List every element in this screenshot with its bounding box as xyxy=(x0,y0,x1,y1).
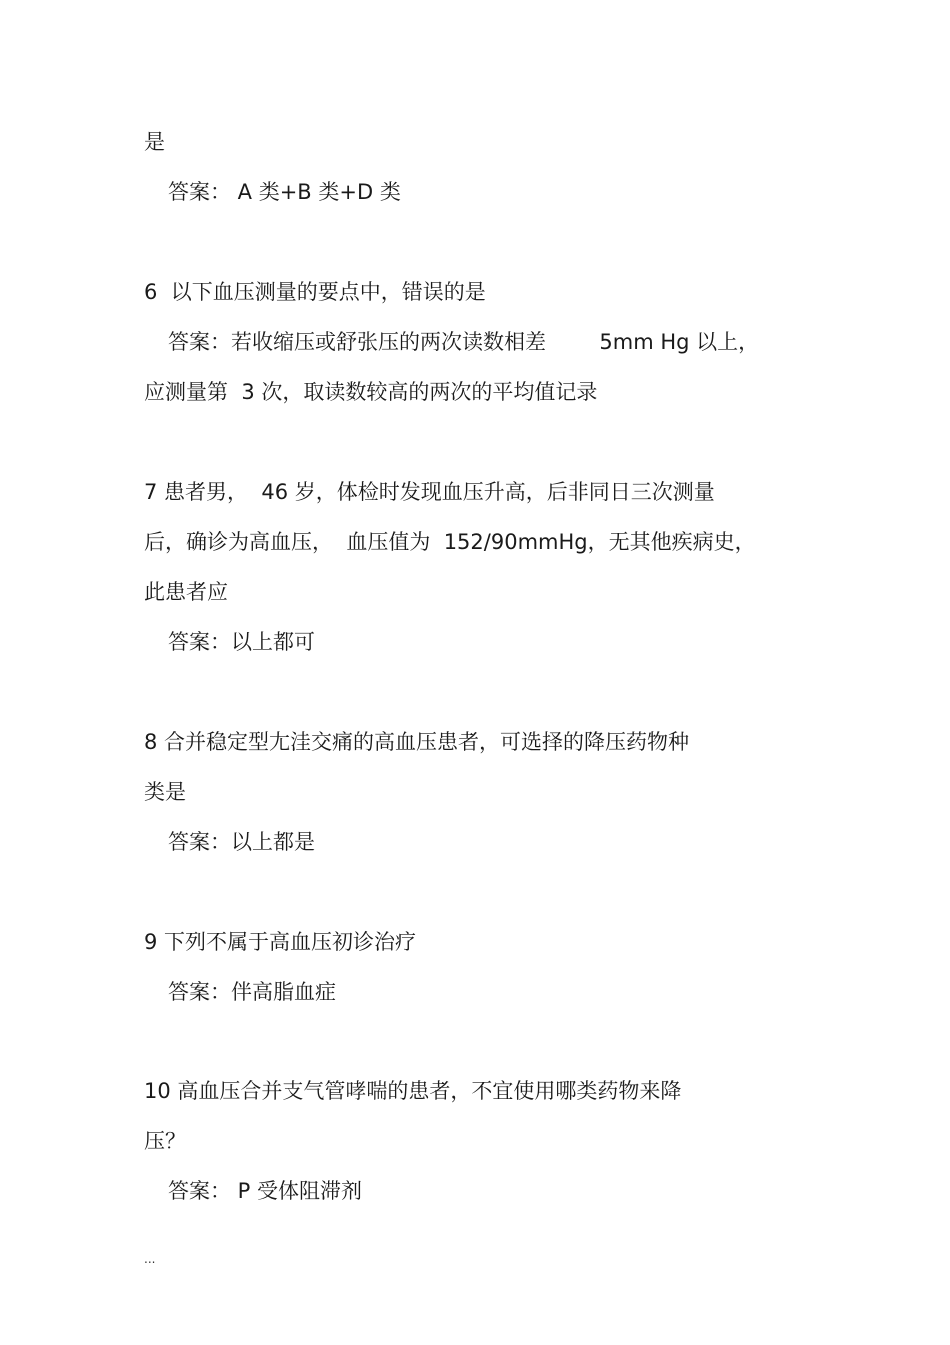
question-10-line-2: 压？ xyxy=(144,1129,186,1153)
answer-5: 答案： A 类+B 类+D 类 xyxy=(168,180,401,204)
answer-9: 答案：伴高脂血症 xyxy=(168,980,336,1004)
question-8: 8 合并稳定型尢洼交痛的高血压患者，可选择的降压药物种 xyxy=(144,730,690,754)
question-9: 9 下列不属于高血压初诊治疗 xyxy=(144,930,417,954)
question-5-continuation: 是 xyxy=(144,130,165,154)
answer-6: 答案：若收缩压或舒张压的两次读数相差 5mm Hg 以上， xyxy=(168,330,760,354)
page-footer-ellipsis: ... xyxy=(144,1252,156,1266)
question-7-line-2: 后，确诊为高血压， 血压值为 152/90mmHg，无其他疾病史， xyxy=(144,530,756,554)
question-7: 7 患者男， 46 岁，体检时发现血压升高，后非同日三次测量 xyxy=(144,480,715,504)
question-6: 6 以下血压测量的要点中，错误的是 xyxy=(144,280,486,304)
answer-8: 答案：以上都是 xyxy=(168,830,315,854)
question-10: 10 高血压合并支气管哮喘的患者，不宜使用哪类药物来降 xyxy=(144,1079,682,1103)
question-7-line-3: 此患者应 xyxy=(144,580,228,604)
answer-7: 答案：以上都可 xyxy=(168,630,315,654)
answer-6-continuation: 应测量第 3 次，取读数较高的两次的平均值记录 xyxy=(144,380,598,404)
question-8-line-2: 类是 xyxy=(144,780,186,804)
answer-10: 答案： P 受体阻滞剂 xyxy=(168,1179,363,1203)
